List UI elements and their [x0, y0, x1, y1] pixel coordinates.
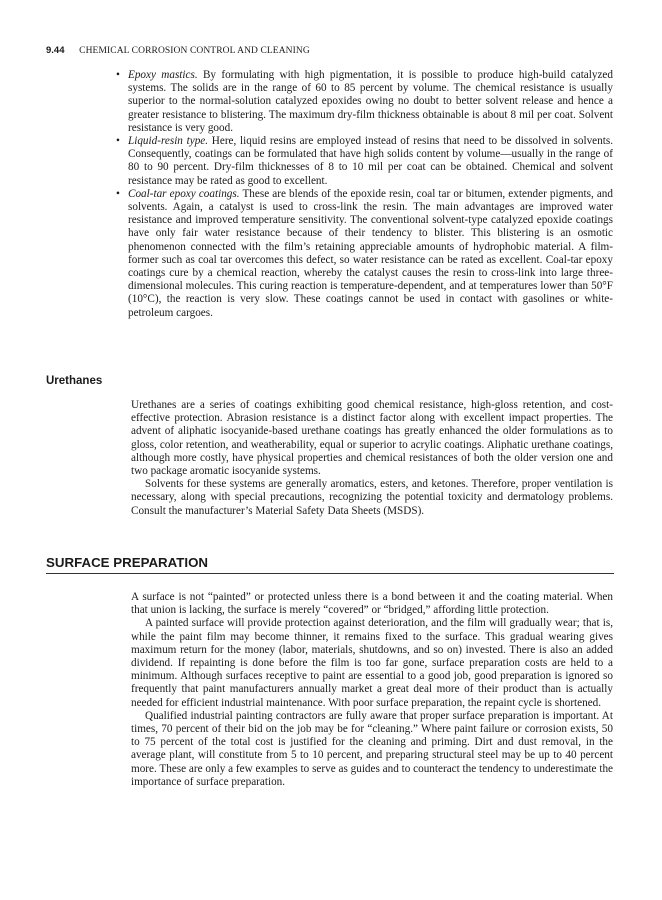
- bullet-text: By formulating with high pigmentation, it is possible to produce high-build catalyzed systems. The solids are in the range of 60 to 85 percent by volume. The chemical resistance is usually superior to the normal-solution catalyzed epoxides owing no doubt to better solvent release and hence a greater resistance to blistering. The maximum dry-film thickness obtainable is about 8 mil per coat. Solvent resistance is very good.: [128, 69, 613, 134]
- urethanes-body: [131, 399, 613, 518]
- urethanes-heading: Urethanes: [46, 375, 103, 387]
- paragraph: Solvents for these systems are generally aromatics, esters, and ketones. Therefore, proper ventilation is necessary, along with special precautions, recognizing the potential toxicity and dermatology problems. Consult the manufacturer’s Material Safety Data Sheets (MSDS).: [131, 478, 613, 517]
- bullet-coal-tar-epoxy: [116, 188, 613, 320]
- paragraph: A surface is not “painted” or protected unless there is a bond between it and the coating material. When that union is lacking, the surface is merely “covered” or “bridged,” affording little protection.: [131, 591, 613, 617]
- running-header: [46, 45, 310, 56]
- paragraph: A painted surface will provide protection against deterioration, and the film will gradually wear; that is, while the paint film may become thinner, it remains fixed to the surface. This gradual wearing gives maximum return for the money (labor, materials, shutdowns, and so on) invested. There is also an added dividend. If repainting is done before the film is too far gone, surface preparation costs are held to a minimum. Although surfaces receptive to paint are essential to a good job, good preparation is ignored so frequently that paint manufacturers annually market a great deal more of their product than is actually needed for efficient industrial maintenance. With poor surface preparation, the repaint cycle is shortened.: [131, 617, 613, 709]
- bullet-text: These are blends of the epoxide resin, coal tar or bitumen, extender pigments, and solvents. Again, a catalyst is used to cross-link the resin. The main advantages are improved water resistance and improved temperature sensitivity. The conventional solvent-type catalyzed epoxide coatings have only fair water resistance because of their tendency to blister. This blistering is an osmotic phenomenon connected with the film’s retaining appreciable amounts of hydrophobic material. A film-former such as coal tar overcomes this defect, so water resistance can be rated as excellent. Coal-tar epoxy coatings cure by a chemical reaction, whereby the catalyst causes the resin to cross-link into large three-dimensional molecules. This curing reaction is temperature-dependent, and at temperatures lower than 50°F (10°C), the reaction is very slow. These coatings cannot be used in contact with gasolines or white-petroleum cargoes.: [128, 187, 613, 319]
- bullet-term: Liquid-resin type.: [128, 135, 209, 148]
- bullet-text: Here, liquid resins are employed instead of resins that need to be dissolved in solvents. Consequently, coatings can be formulated that have high solids content by volume—usually in the range of 80 to 90 percent. Dry-film thicknesses of 8 to 10 mil per coat can be obtained. Chemical and solvent resistance may be rated as good to excellent.: [128, 135, 613, 187]
- paragraph: Urethanes are a series of coatings exhibiting good chemical resistance, high-gloss retention, and cost-effective protection. Abrasion resistance is a distinct factor along with excellent impact properties. The advent of aliphatic isocyanide-based urethane coatings has greatly enhanced the older formulations as to gloss, color retention, and weatherability, equal or superior to acrylic coatings. Aliphatic urethane coatings, although more costly, have physical properties and chemical resistances of both the older version one and two package aromatic isocyanide systems.: [131, 399, 613, 478]
- bullet-term: Epoxy mastics.: [128, 69, 198, 81]
- running-title: CHEMICAL CORROSION CONTROL AND CLEANING: [79, 46, 310, 56]
- page-number: 9.44: [46, 45, 65, 56]
- bullet-term: Coal-tar epoxy coatings.: [128, 187, 240, 200]
- bullet-liquid-resin: [116, 135, 613, 188]
- bullet-epoxy-mastics: [116, 69, 613, 135]
- paragraph: Qualified industrial painting contractors are fully aware that proper surface preparation is important. At times, 70 percent of their bid on the job may be for “cleaning.” Where paint failure or corrosion exists, 50 to 75 percent of the total cost is justified for the cleaning and priming. Dirt and dust removal, in the average plant, will constitute from 5 to 10 percent, and preparing structural steel may be up to 40 percent more. These are only a few examples to serve as guides and to counteract the tendency to underestimate the importance of surface preparation.: [131, 709, 613, 788]
- epoxy-types-list: [116, 69, 613, 320]
- surface-preparation-body: [131, 591, 613, 789]
- section-heading-surface-preparation: SURFACE PREPARATION: [46, 555, 614, 574]
